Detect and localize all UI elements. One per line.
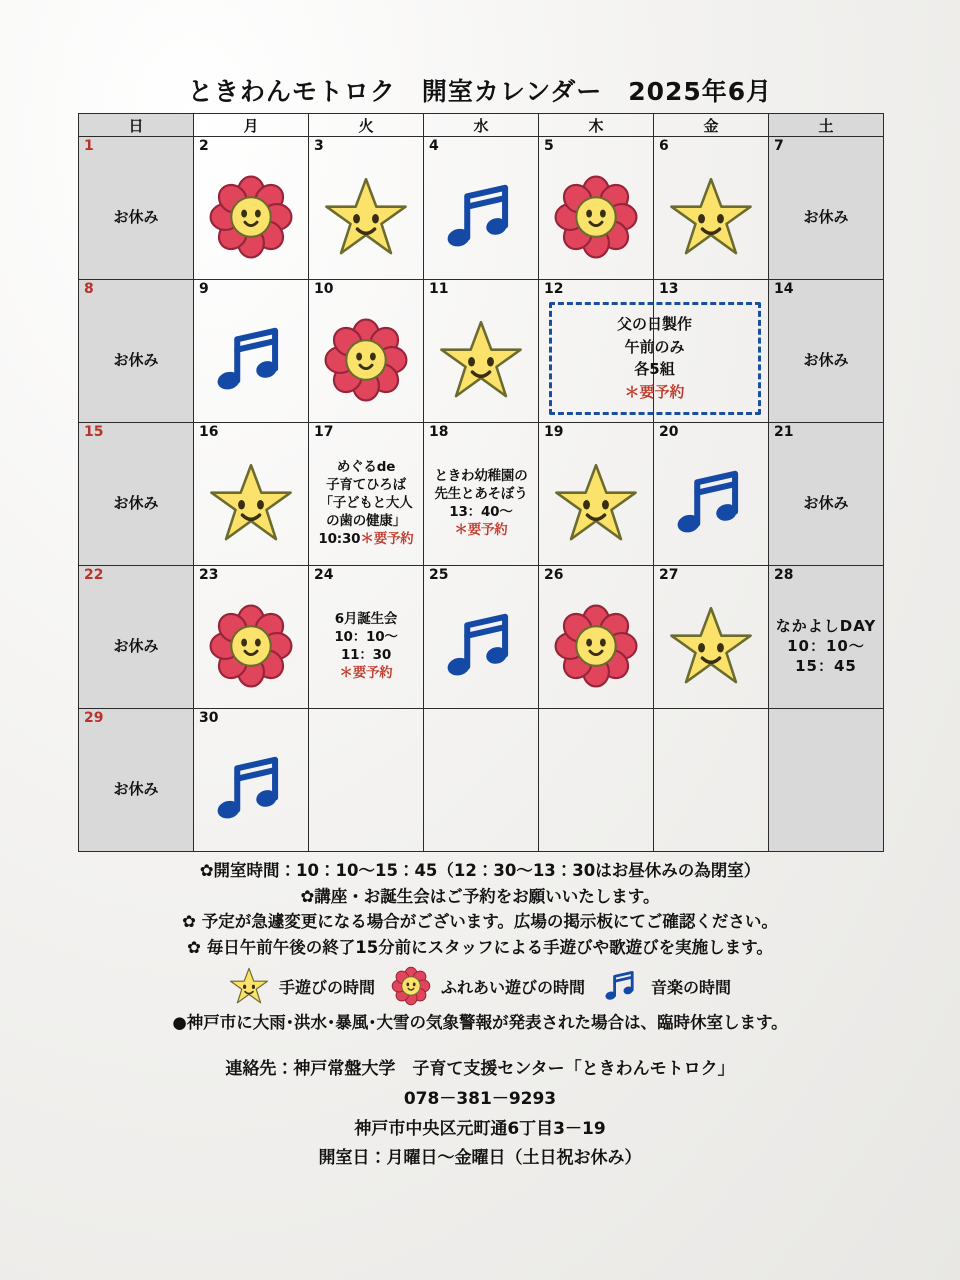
cell-content	[79, 586, 193, 706]
flower-icon	[208, 174, 294, 260]
calendar-cell-29	[79, 709, 194, 852]
cell-content	[769, 586, 883, 706]
day-number: 11	[429, 281, 449, 297]
note-line: ✿開室時間：10：10～15：45（12：30～13：30はお昼休みの為閉室）	[199, 861, 761, 880]
contact-area	[0, 1055, 960, 1174]
event-text-line: 「子どもと大人	[319, 494, 413, 511]
calendar-cell-5	[539, 137, 654, 280]
calendar-cell-6	[654, 137, 769, 280]
highlight-line-1: 父の日製作	[616, 315, 692, 333]
event-text-line: ＊要予約	[454, 522, 508, 539]
legend-label: 音楽の時間	[651, 977, 732, 997]
day-number: 10	[314, 281, 334, 297]
closed-label: お休み	[113, 636, 159, 655]
calendar-cell-24	[309, 566, 424, 709]
star-icon	[668, 174, 754, 260]
day-number: 16	[199, 424, 219, 440]
day-number: 23	[199, 567, 219, 583]
day-number: 17	[314, 424, 334, 440]
event-text-line: なかよしDAY	[775, 616, 877, 635]
cell-content	[194, 586, 308, 706]
cell-content	[79, 729, 193, 849]
day-number: 24	[314, 567, 334, 583]
weekday-header-sat: 土	[769, 114, 884, 137]
calendar-cell-22	[79, 566, 194, 709]
event-text-line: 10：10～	[787, 636, 865, 655]
note-line: ✿ 予定が急遽変更になる場合がございます。広場の掲示板にてご確認ください。	[182, 912, 778, 932]
day-number: 26	[544, 567, 564, 583]
calendar-week-row	[79, 423, 884, 566]
music-note-icon	[438, 174, 524, 260]
cell-content	[769, 729, 883, 849]
closed-label: お休み	[803, 207, 849, 226]
contact-line: 神戸市中央区元町通6丁目3－19	[354, 1118, 606, 1139]
event-text-line: 10：10～	[334, 628, 398, 645]
weekday-header-row	[79, 114, 884, 137]
closed-label: お休み	[113, 493, 159, 512]
note-line: ✿ 毎日午前午後の終了15分前にスタッフによる手遊びや歌遊びを実施します。	[187, 937, 773, 957]
calendar-cell-17	[309, 423, 424, 566]
day-number: 3	[314, 138, 324, 154]
cell-content	[424, 729, 538, 849]
day-number: 4	[429, 138, 439, 154]
event-text-line: ときわ幼稚園の	[434, 467, 528, 484]
calendar-cell-empty	[769, 709, 884, 852]
calendar-cell-7	[769, 137, 884, 280]
weekday-header-fri: 金	[654, 114, 769, 137]
day-number: 21	[774, 424, 794, 440]
calendar-cell-empty	[309, 709, 424, 852]
cell-content	[654, 443, 768, 563]
event-text-line: 6月誕生会	[334, 610, 398, 627]
cell-content	[769, 443, 883, 563]
calendar-table	[78, 113, 884, 852]
day-number: 28	[774, 567, 794, 583]
calendar-week-row	[79, 137, 884, 280]
cell-content	[539, 157, 653, 277]
day-number: 2	[199, 138, 209, 154]
calendar-cell-4	[424, 137, 539, 280]
day-number: 18	[429, 424, 449, 440]
event-text-line: 子育てひろば	[326, 476, 406, 493]
warning-line: ●神戸市に大雨･洪水･暴風･大雪の気象警報が発表された場合は、臨時休室します。	[172, 1013, 788, 1032]
cell-content	[424, 443, 538, 563]
cell-content	[654, 729, 768, 849]
calendar-cell-18	[424, 423, 539, 566]
event-text	[332, 610, 399, 682]
day-number: 27	[659, 567, 679, 583]
highlight-line-2: 午前のみ	[624, 337, 685, 356]
calendar-week-row	[79, 280, 884, 423]
star-icon	[553, 460, 639, 546]
event-text-line: の歯の健康」	[326, 513, 406, 530]
cell-content	[309, 586, 423, 706]
warning-note	[0, 1010, 960, 1036]
calendar-cell-8	[79, 280, 194, 423]
calendar-cell-20	[654, 423, 769, 566]
day-number: 15	[84, 424, 104, 440]
music-note-icon	[668, 460, 754, 546]
cell-content	[769, 157, 883, 277]
day-number: 29	[84, 710, 104, 726]
calendar-cell-10	[309, 280, 424, 423]
music-note-icon	[208, 746, 294, 832]
cell-content	[539, 443, 653, 563]
cell-content	[194, 300, 308, 420]
weekday-header-tue: 火	[309, 114, 424, 137]
legend-label: ふれあい遊びの時間	[440, 977, 585, 997]
day-number: 20	[659, 424, 679, 440]
cell-content	[539, 729, 653, 849]
flower-icon	[208, 603, 294, 689]
contact-line: 開室日：月曜日～金曜日（土日祝お休み）	[318, 1148, 642, 1169]
day-number: 8	[84, 281, 94, 297]
event-text	[432, 467, 529, 539]
day-number: 1	[84, 138, 94, 154]
cell-content	[309, 729, 423, 849]
calendar-cell-25	[424, 566, 539, 709]
calendar-cell-19	[539, 423, 654, 566]
cell-content	[194, 443, 308, 563]
cell-content	[79, 300, 193, 420]
event-text-line: めぐるde	[336, 458, 396, 475]
calendar-cell-empty	[424, 709, 539, 852]
calendar-cell-26	[539, 566, 654, 709]
legend-item	[601, 966, 731, 1006]
calendar-week-row	[79, 709, 884, 852]
calendar-cell-empty	[539, 709, 654, 852]
flower-icon	[553, 174, 639, 260]
calendar-cell-9	[194, 280, 309, 423]
day-number: 30	[199, 710, 219, 726]
calendar-cell-empty	[654, 709, 769, 852]
calendar-cell-27	[654, 566, 769, 709]
weekday-header-wed: 水	[424, 114, 539, 137]
weekday-header-sun: 日	[79, 114, 194, 137]
cell-content	[309, 300, 423, 420]
event-text	[316, 458, 415, 548]
day-number: 9	[199, 281, 209, 297]
cell-content	[654, 157, 768, 277]
star-icon	[208, 460, 294, 546]
legend-item	[229, 966, 375, 1006]
cell-content	[654, 586, 768, 706]
cell-content	[424, 157, 538, 277]
fathers-day-highlight-box	[549, 302, 761, 415]
closed-label: お休み	[113, 350, 159, 369]
legend-item	[391, 966, 585, 1006]
contact-line: 連絡先：神戸常盤大学 子育て支援センター「ときわんモトロク」	[225, 1059, 735, 1079]
calendar-cell-16	[194, 423, 309, 566]
star-icon	[668, 603, 754, 689]
calendar-cell-14	[769, 280, 884, 423]
day-number: 22	[84, 567, 104, 583]
cell-content	[424, 586, 538, 706]
note-line: ✿講座・お誕生会はご予約をお願いいたします。	[300, 886, 660, 906]
calendar-cell-15	[79, 423, 194, 566]
event-text-line: 10:30＊要予約	[318, 531, 414, 548]
music-note-icon	[208, 317, 294, 403]
weekday-header-mon: 月	[194, 114, 309, 137]
calendar-cell-30	[194, 709, 309, 852]
legend-label: 手遊びの時間	[278, 977, 375, 997]
page-title: ときわんモトロク 開室カレンダー 2025年6月	[187, 77, 773, 106]
calendar-body	[79, 137, 884, 852]
event-text	[774, 616, 879, 676]
calendar-cell-3	[309, 137, 424, 280]
event-text-line: 11：30	[340, 647, 392, 663]
music-note-icon	[438, 603, 524, 689]
day-number: 5	[544, 138, 554, 154]
flower-icon	[391, 966, 431, 1006]
calendar-cell-2	[194, 137, 309, 280]
notes-area	[0, 858, 960, 960]
calendar-week-row	[79, 566, 884, 709]
flower-icon	[323, 317, 409, 403]
star-icon	[323, 174, 409, 260]
cell-content	[309, 443, 423, 563]
flower-icon	[553, 603, 639, 689]
star-icon	[438, 317, 524, 403]
cell-content	[79, 157, 193, 277]
closed-label: お休み	[803, 493, 849, 512]
cell-content	[539, 586, 653, 706]
closed-label: お休み	[803, 350, 849, 369]
closed-label: お休み	[113, 207, 159, 226]
contact-line: 078－381－9293	[403, 1088, 557, 1109]
cell-content	[194, 157, 308, 277]
calendar-cell-21	[769, 423, 884, 566]
event-text-line: 13：40～	[449, 504, 513, 520]
event-text-line: ＊要予約	[339, 665, 393, 682]
cell-content	[309, 157, 423, 277]
day-number: 7	[774, 138, 784, 154]
cell-content	[769, 300, 883, 420]
highlight-line-4: ＊要予約	[624, 382, 685, 401]
cell-content	[194, 729, 308, 849]
calendar-cell-28	[769, 566, 884, 709]
star-icon	[229, 966, 269, 1006]
cell-content	[424, 300, 538, 420]
calendar-cell-11	[424, 280, 539, 423]
day-number: 25	[429, 567, 449, 583]
legend-area	[0, 966, 960, 1006]
day-number: 12	[544, 281, 564, 297]
event-text-line: 15：45	[795, 657, 857, 676]
highlight-line-3: 各5組	[634, 360, 675, 378]
day-number: 14	[774, 281, 794, 297]
closed-label: お休み	[113, 779, 159, 798]
music-note-icon	[601, 966, 641, 1006]
calendar-cell-1	[79, 137, 194, 280]
day-number: 6	[659, 138, 669, 154]
event-text-line: 先生とあそぼう	[434, 485, 528, 502]
day-number: 19	[544, 424, 564, 440]
weekday-header-thu: 木	[539, 114, 654, 137]
cell-content	[79, 443, 193, 563]
calendar-cell-23	[194, 566, 309, 709]
day-number: 13	[659, 281, 679, 297]
